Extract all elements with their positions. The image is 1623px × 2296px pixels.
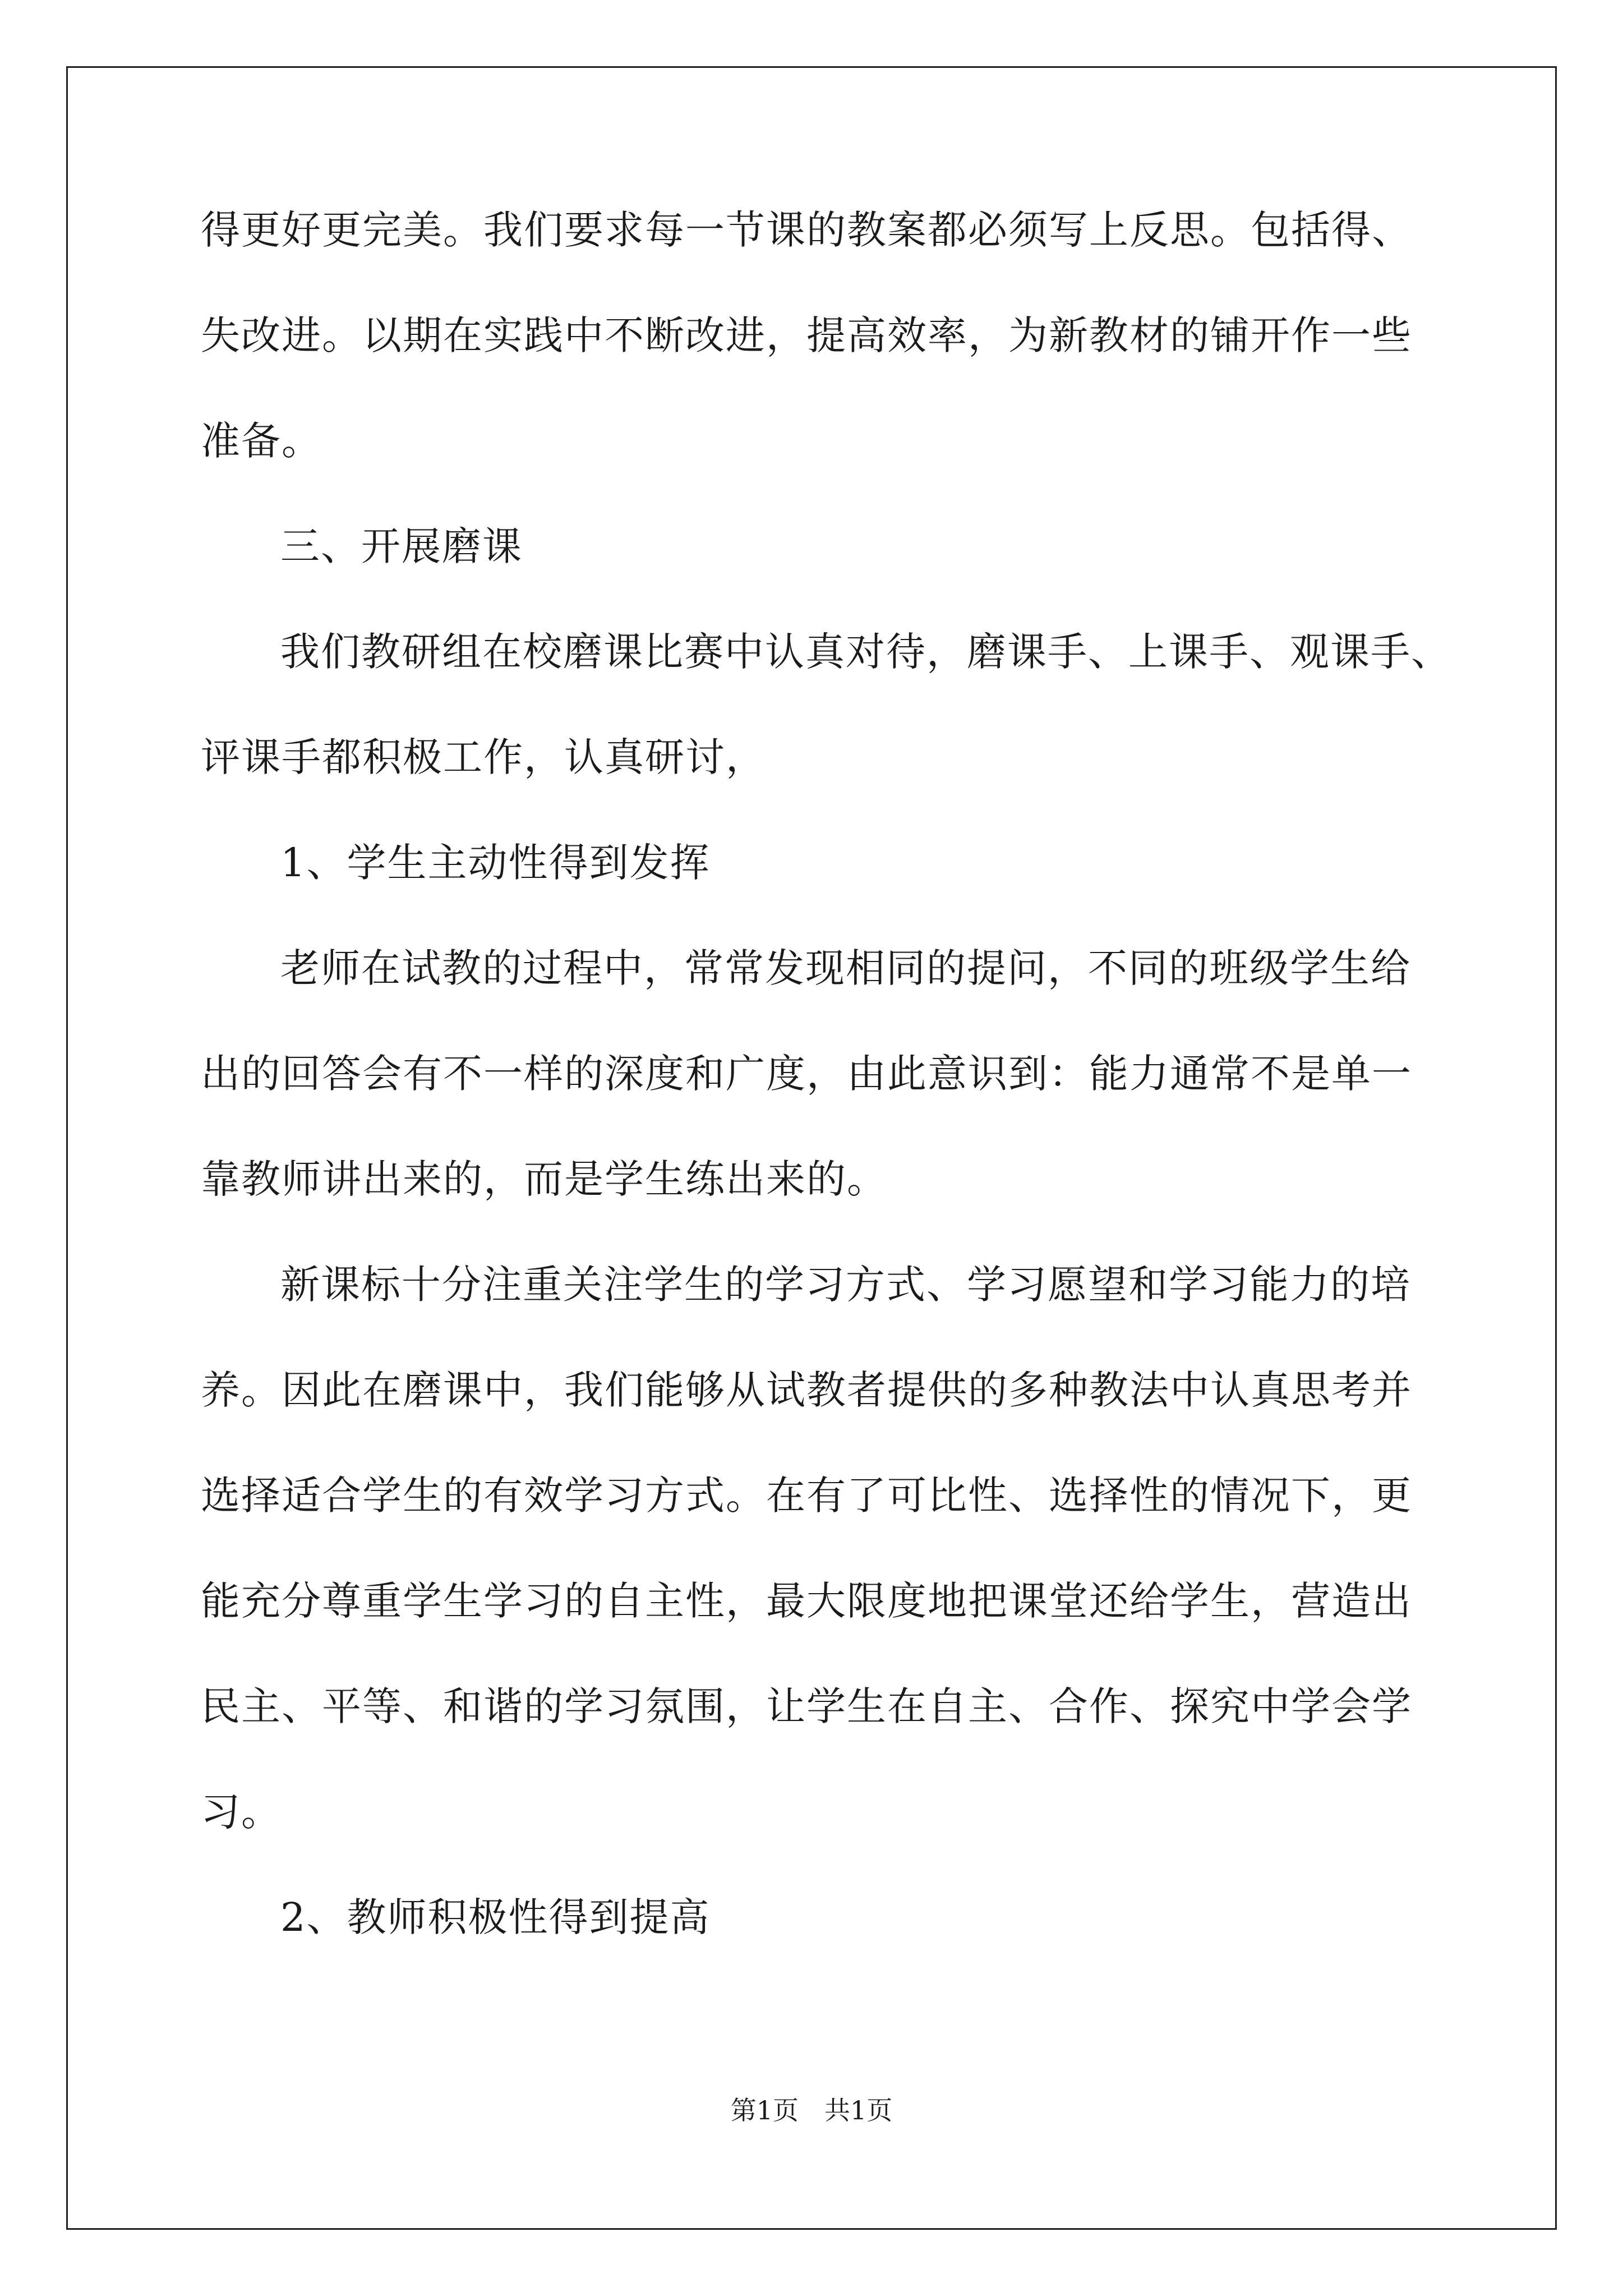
text-line: 新课标十分注重关注学生的学习方式、学习愿望和学习能力的培 xyxy=(280,1262,1411,1308)
text-line: 三、开展磨课 xyxy=(280,523,523,569)
document-body xyxy=(201,208,1479,2000)
text-line: 评课手都积极工作，认真研讨， xyxy=(201,734,766,780)
text-line: 老师在试教的过程中，常常发现相同的提问，不同的班级学生给 xyxy=(280,945,1411,991)
text-line: 出的回答会有不一样的深度和广度，由此意识到：能力通常不是单一 xyxy=(201,1051,1412,1097)
text-line: 养。因此在磨课中，我们能够从试教者提供的多种教法中认真思考并 xyxy=(201,1367,1412,1413)
text-line: 能充分尊重学生学习的自主性，最大限度地把课堂还给学生，营造出 xyxy=(201,1578,1412,1624)
text-line: 民主、平等、和谐的学习氛围，让学生在自主、合作、探究中学会学 xyxy=(201,1683,1412,1729)
text-line: 我们教研组在校磨课比赛中认真对待，磨课手、上课手、观课手、 xyxy=(280,629,1451,675)
text-line: 1、学生主动性得到发挥 xyxy=(280,840,711,886)
text-line: 习。 xyxy=(201,1789,282,1835)
page-footer: 第1页 共1页 xyxy=(730,2095,893,2125)
text-line: 2、教师积极性得到提高 xyxy=(280,1894,711,1940)
text-line: 得更好更完美。我们要求每一节课的教案都必须写上反思。包括得、 xyxy=(201,207,1412,253)
text-line: 选择适合学生的有效学习方式。在有了可比性、选择性的情况下，更 xyxy=(201,1473,1412,1519)
text-line: 失改进。以期在实践中不断改进，提高效率，为新教材的铺开作一些 xyxy=(201,312,1412,358)
text-line: 靠教师讲出来的，而是学生练出来的。 xyxy=(201,1156,887,1202)
text-line: 准备。 xyxy=(201,418,322,464)
